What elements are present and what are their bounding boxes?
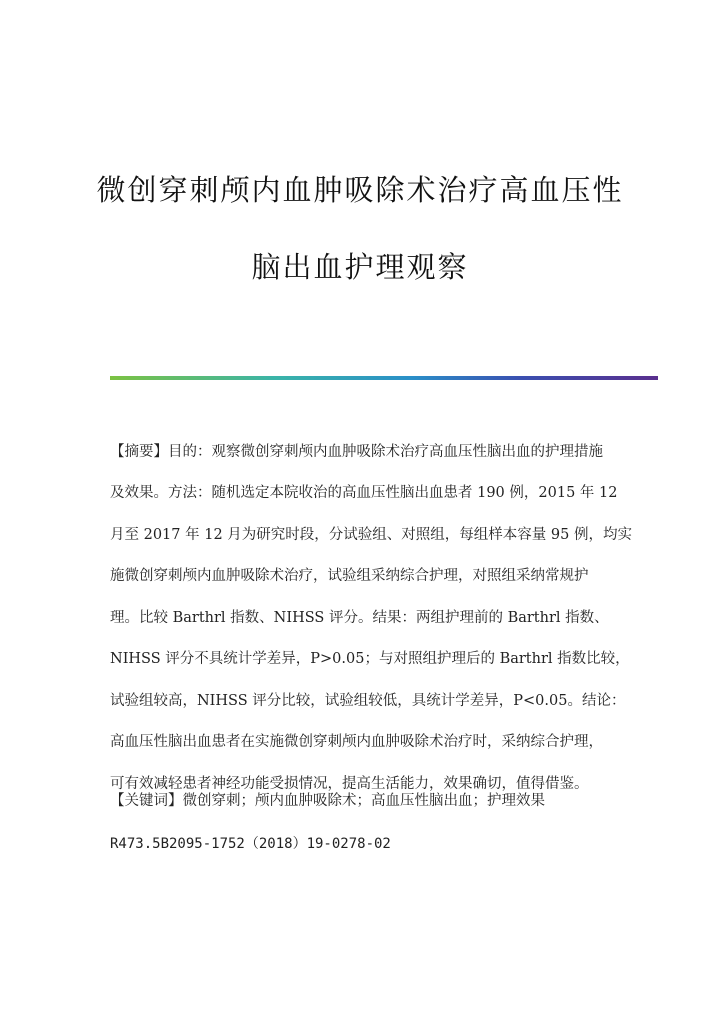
abstract-line: 高血压性脑出血患者在实施微创穿刺颅内血肿吸除术治疗时，采纳综合护理， [110,734,603,750]
abstract-line: 可有效减轻患者神经功能受损情况，提高生活能力，效果确切，值得借鉴。 [110,776,589,792]
abstract-line: 施微创穿刺颅内血肿吸除术治疗，试验组采纳综合护理，对照组采纳常规护 [110,568,589,584]
abstract-line: 【摘要】目的：观察微创穿刺颅内血肿吸除术治疗高血压性脑出血的护理措施 [110,444,603,460]
abstract-line: NIHSS 评分不具统计学差异，P>0.05；与对照组护理后的 Barthrl 指数比较， [110,651,630,667]
title-line-2: 脑出血护理观察 [251,250,469,284]
abstract-line: 试验组较高，NIHSS 评分比较，试验组较低，具统计学差异，P<0.05。结论： [110,693,626,709]
abstract-line: 月至 2017 年 12 月为研究时段，分试验组、对照组，每组样本容量 95 例，均实 [110,527,632,543]
title-line-1: 微创穿刺颅内血肿吸除术治疗高血压性 [96,173,624,207]
keywords-line: 【关键词】微创穿刺；颅内血肿吸除术；高血压性脑出血；护理效果 [110,793,545,809]
abstract-line: 理。比较 Barthrl 指数、NIHSS 评分。结果：两组护理前的 Barthrl 指数、 [110,610,609,626]
classification-code: R473.5B2095-1752（2018）19-0278-02 [110,836,391,852]
abstract-line: 及效果。方法：随机选定本院收治的高血压性脑出血患者 190 例，2015 年 12 [110,485,618,501]
title-divider [110,376,658,380]
